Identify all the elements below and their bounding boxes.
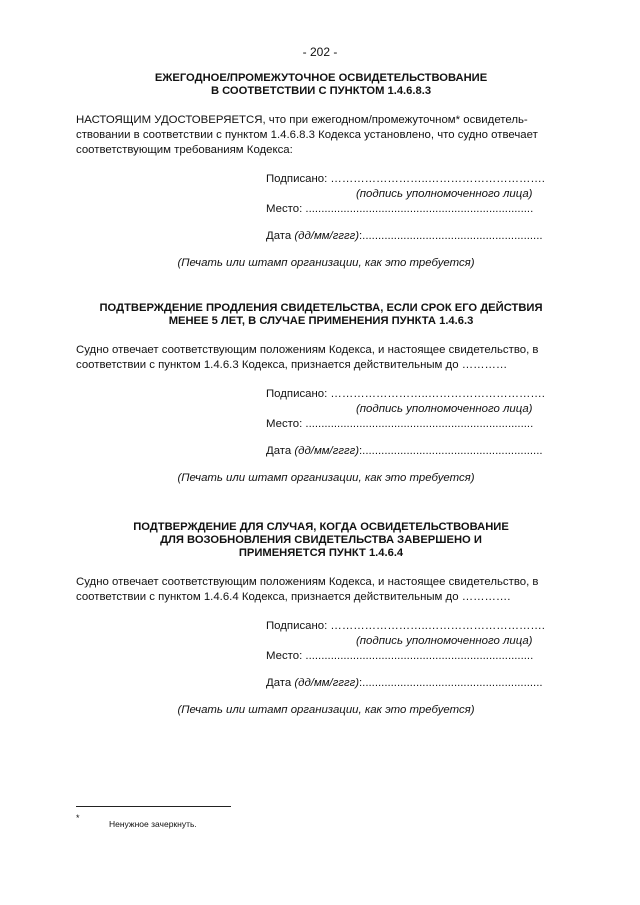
date-line [266,229,566,244]
seal-note: (Печать или штамп организации, как это требуется) [177,704,475,716]
body-line: НАСТОЯЩИМ УДОСТОВЕРЯЕТСЯ, что при ежегодном/промежуточном* освидетель- [76,114,528,126]
body-line: Судно отвечает соответствующим положениям Кодекса, и настоящее свидетельство, в [76,344,539,356]
title-line: ПОДТВЕРЖДЕНИЕ ДЛЯ СЛУЧАЯ, КОГДА ОСВИДЕТЕЛЬСТВОВАНИЕ [133,521,509,533]
date-format: (дд/мм/гггг) [294,230,359,242]
title-line: ДЛЯ ВОЗОБНОВЛЕНИЯ СВИДЕТЕЛЬСТВА ЗАВЕРШЕНО И [160,534,482,546]
date-dots: :......................................................... [359,230,543,242]
page-number: - 202 - [302,45,338,59]
body-line: ствовании в соответствии с пунктом 1.4.6.8.3 Кодекса установлено, что судно отвечает [76,129,538,141]
footnote-divider [76,806,231,807]
place-line: Место: ........................................................................ [266,650,534,662]
date-dots: :......................................................... [359,445,543,457]
signature-caption: (подпись уполномоченного лица) [356,188,533,200]
section-title [76,302,566,328]
date-format: (дд/мм/гггг) [294,677,359,689]
section-annual-survey [76,72,566,269]
section-title [76,521,566,560]
seal-note: (Печать или штамп организации, как это требуется) [177,472,475,484]
date-prefix: Дата [266,230,295,242]
date-line [266,444,566,459]
section-renewal [76,521,566,716]
section-body [76,343,566,373]
signed-line: Подписано: ……………………..…………………………. [266,388,545,400]
date-prefix: Дата [266,677,295,689]
footnote-mark: * [76,813,80,823]
title-line: ЕЖЕГОДНОЕ/ПРОМЕЖУТОЧНОЕ ОСВИДЕТЕЛЬСТВОВАНИЕ [154,72,488,84]
date-prefix: Дата [266,445,295,457]
place-line: Место: ........................................................................ [266,418,534,430]
section-extension [76,302,566,484]
signature-block [266,387,566,459]
body-line: Судно отвечает соответствующим положениям Кодекса, и настоящее свидетельство, в [76,576,539,588]
body-line: соответствии с пунктом 1.4.6.3 Кодекса, признается действительным до ………… [76,359,508,371]
title-line: В СООТВЕТСТВИИ С ПУНКТОМ 1.4.6.8.3 [210,85,432,97]
signature-caption: (подпись уполномоченного лица) [356,403,533,415]
date-line [266,676,566,691]
body-line: соответствующим требованиям Кодекса: [76,144,293,156]
title-line: ПОДТВЕРЖДЕНИЕ ПРОДЛЕНИЯ СВИДЕТЕЛЬСТВА, ЕСЛИ СРОК ЕГО ДЕЙСТВИЯ [99,302,543,314]
date-dots: :......................................................... [359,677,543,689]
date-format: (дд/мм/гггг) [294,445,359,457]
title-line: ПРИМЕНЯЕТСЯ ПУНКТ 1.4.6.4 [238,547,404,559]
section-title [76,72,566,98]
section-body [76,575,566,605]
seal-note: (Печать или штамп организации, как это требуется) [177,257,475,269]
footnote-text: Ненужное зачеркнуть. [109,819,197,829]
signature-block [266,172,566,244]
signature-block [266,619,566,691]
title-line: МЕНЕЕ 5 ЛЕТ, В СЛУЧАЕ ПРИМЕНЕНИЯ ПУНКТА 1.4.6.3 [168,315,474,327]
section-body [76,113,566,158]
place-line: Место: ........................................................................ [266,203,534,215]
body-line: соответствии с пунктом 1.4.6.4 Кодекса, признается действительным до …………. [76,591,511,603]
signed-line: Подписано: ……………………..…………………………. [266,620,545,632]
signed-line: Подписано: ……………………..…………………………. [266,173,545,185]
signature-caption: (подпись уполномоченного лица) [356,635,533,647]
